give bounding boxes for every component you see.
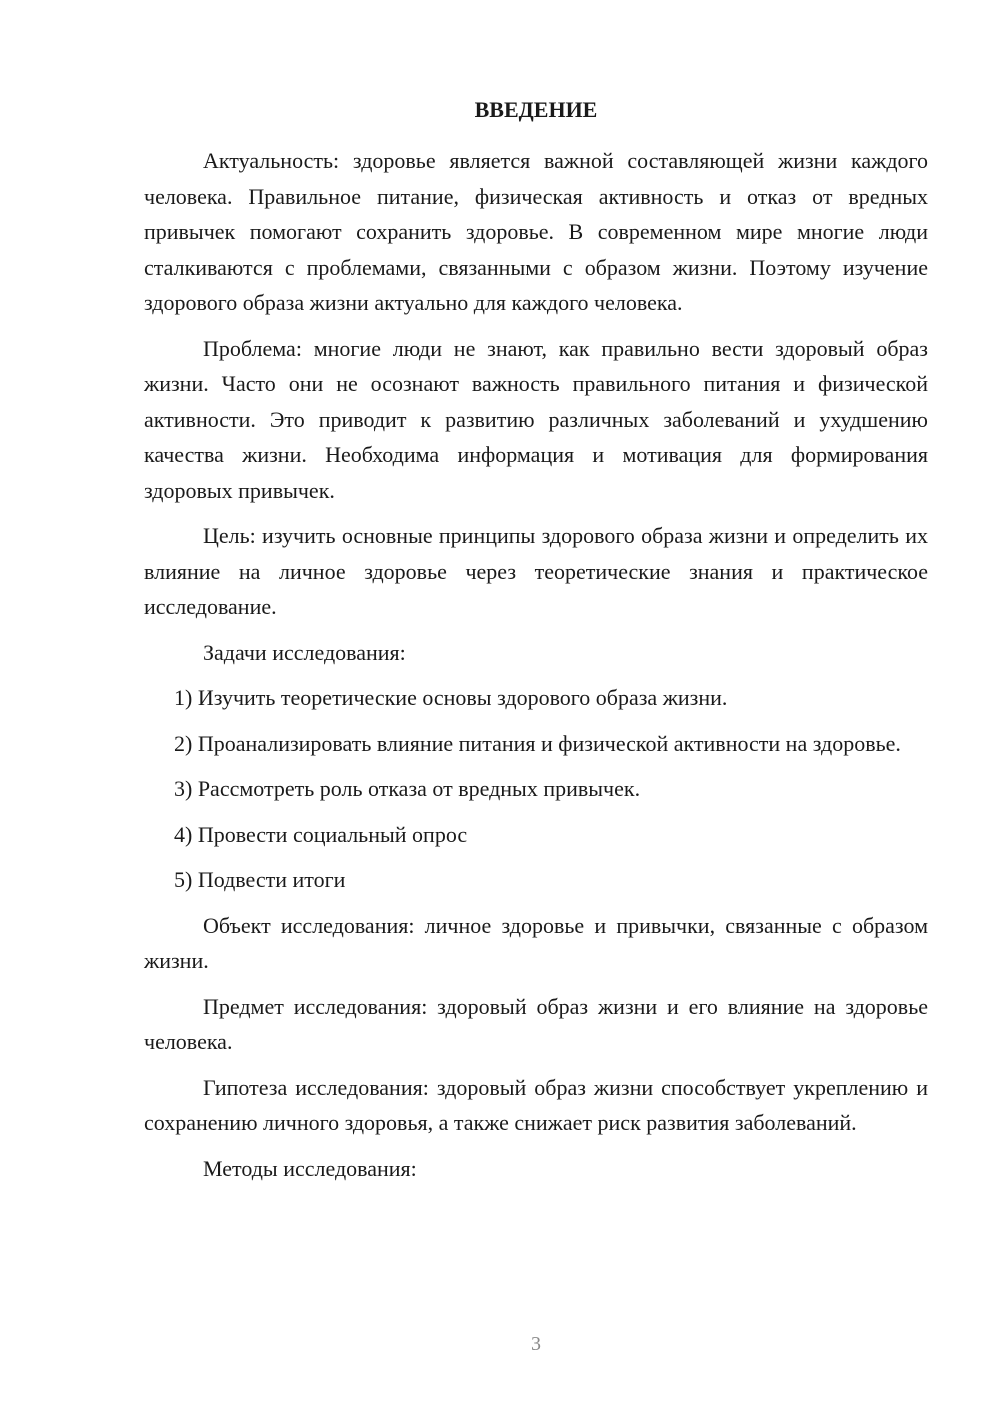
page-title: ВВЕДЕНИЕ bbox=[474, 97, 598, 122]
list-item: 2) Проанализировать влияние питания и физической активности на здоровье. bbox=[174, 730, 901, 756]
tasks-heading: Задачи исследования: bbox=[203, 639, 406, 665]
list-item: 5) Подвести итоги bbox=[174, 867, 346, 892]
list-item: 3) Рассмотреть роль отказа от вредных привычек. bbox=[174, 776, 641, 801]
list-item: 4) Провести социальный опрос bbox=[174, 821, 468, 847]
relevance-paragraph: Актуальность: здоровье является важной составляющей жизни каждого человека. Правильное питание, физическая активность и отказ от вредных привычек помогают сохранить здоровье. В современном мире многие люди сталкиваются с проблемами, связанными с образом жизни. Поэтому изучение здорового образа жизни актуально для каждого человека. bbox=[144, 148, 928, 315]
methods-heading: Методы исследования: bbox=[203, 1155, 417, 1181]
tasks-list bbox=[144, 680, 928, 898]
page-number: 3 bbox=[531, 1333, 541, 1355]
object-paragraph: Объект исследования: личное здоровье и привычки, связанные с образом жизни. bbox=[144, 912, 928, 973]
list-item: 1) Изучить теоретические основы здорового образа жизни. bbox=[174, 685, 728, 710]
subject-paragraph: Предмет исследования: здоровый образ жизни и его влияние на здоровье человека. bbox=[144, 993, 928, 1054]
goal-paragraph: Цель: изучить основные принципы здорового образа жизни и определить их влияние на личное здоровье через теоретические знания и практическое исследование. bbox=[144, 523, 928, 619]
document-page bbox=[144, 90, 928, 1196]
hypothesis-paragraph: Гипотеза исследования: здоровый образ жизни способствует укреплению и сохранению личного здоровья, а также снижает риск развития заболеваний. bbox=[144, 1074, 928, 1135]
problem-paragraph: Проблема: многие люди не знают, как правильно вести здоровый образ жизни. Часто они не осознают важность правильного питания и физической активности. Это приводит к развитию различных заболеваний и ухудшению качества жизни. Необходима информация и мотивация для формирования здоровых привычек. bbox=[144, 335, 928, 503]
